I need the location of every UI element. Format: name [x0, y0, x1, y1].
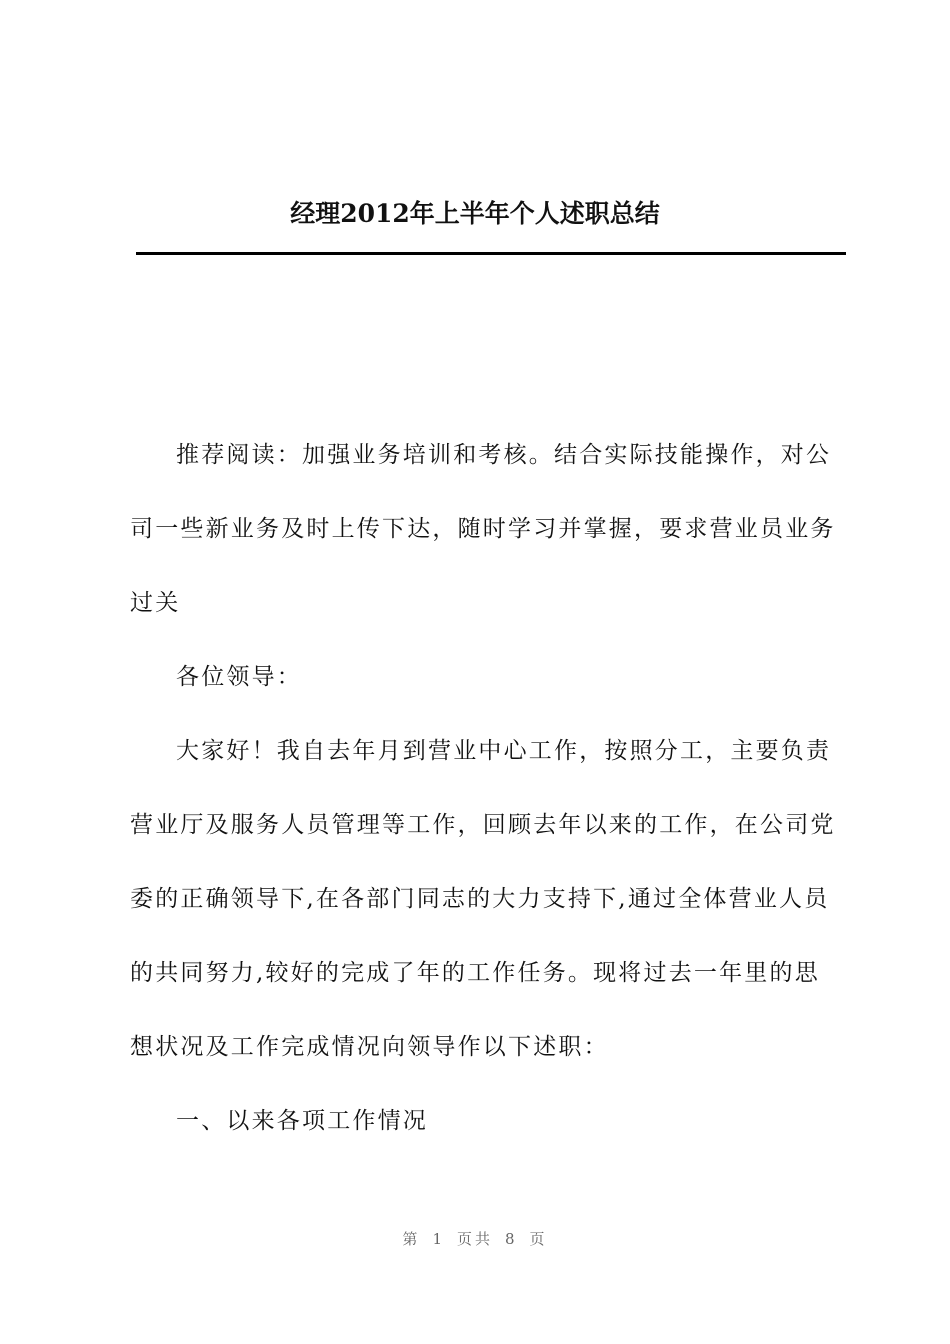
paragraph-salutation: 各位领导： [176, 664, 302, 690]
page-footer [0, 1228, 950, 1250]
page-label-suffix: 页 [529, 1230, 548, 1248]
document-body [130, 418, 842, 1158]
paragraph-section-heading: 一、以来各项工作情况 [176, 1108, 428, 1134]
page-label-mid: 页共 [456, 1230, 493, 1248]
total-pages-number: 8 [505, 1230, 518, 1248]
page-label-prefix: 第 [402, 1230, 421, 1248]
paragraph-introduction: 大家好！我自去年月到营业中心工作，按照分工，主要负责营业厅及服务人员管理等工作，回顾去年以来的工作，在公司党委的正确领导下,在各部门同志的大力支持下,通过全体营业人员的共同努力,较好的完成了年的工作任务。现将过去一年里的思想状况及工作完成情况向领导作以下述职： [130, 738, 836, 1060]
title-divider [136, 252, 846, 255]
document-title: 经理2012年上半年个人述职总结 [290, 199, 660, 228]
paragraph-recommended-reading: 推荐阅读：加强业务培训和考核。结合实际技能操作，对公司一些新业务及时上传下达，随时学习并掌握，要求营业员业务过关 [130, 442, 836, 616]
current-page-number: 1 [432, 1230, 445, 1248]
